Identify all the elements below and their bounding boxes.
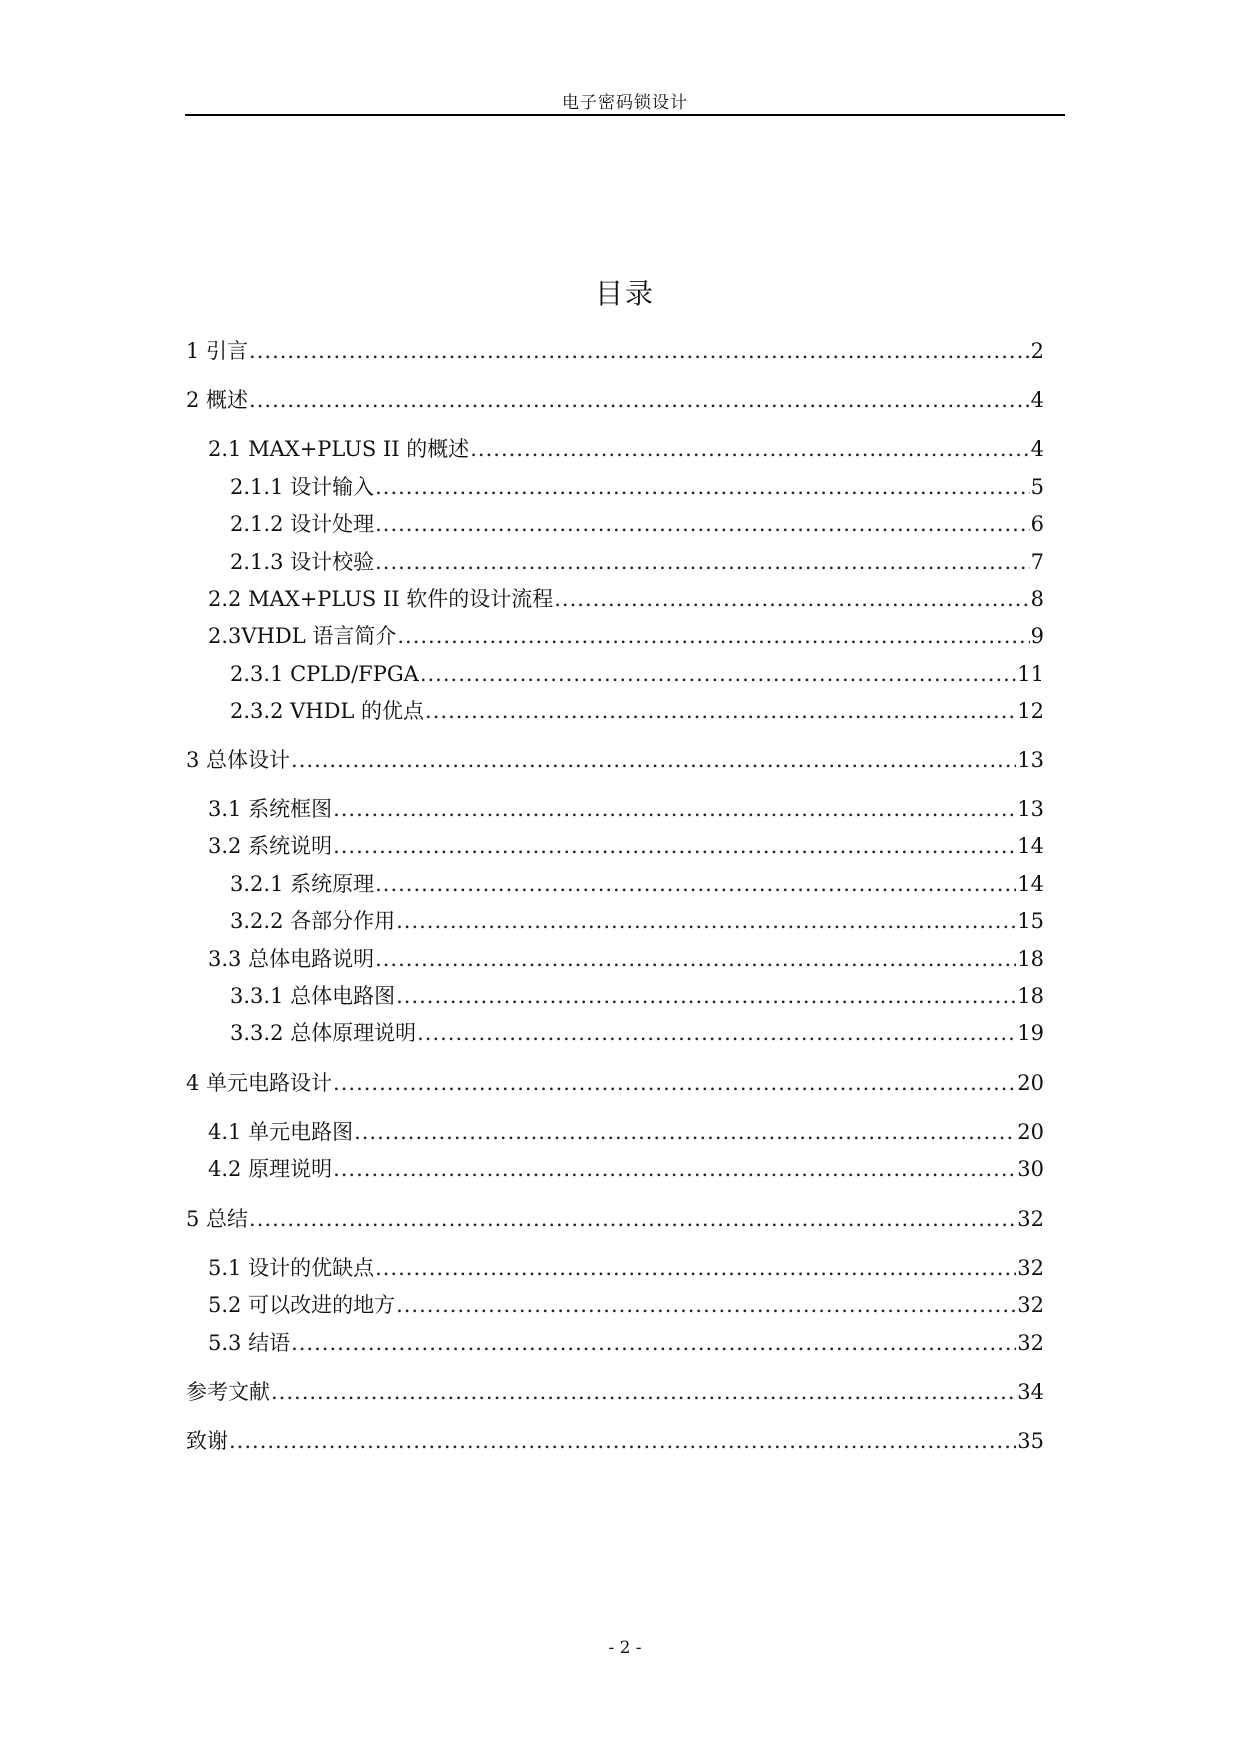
toc-entry-title: 3 总体设计 (186, 748, 291, 772)
toc-entry-title: 2.3VHDL 语言简介 (208, 624, 397, 648)
toc-entry[interactable] (230, 869, 1044, 899)
toc-entry-page: 13 (1017, 797, 1044, 821)
toc-dot-leader (396, 906, 1016, 936)
toc-dot-leader (249, 385, 1030, 415)
toc-entry[interactable] (230, 906, 1044, 936)
toc-dot-leader (417, 1018, 1016, 1048)
toc-dot-leader (554, 584, 1029, 614)
toc-entry[interactable] (208, 1290, 1044, 1320)
toc-entry-title: 3.2 系统说明 (208, 834, 333, 858)
toc-dot-leader (375, 509, 1030, 539)
running-header: 电子密码锁设计 (562, 93, 688, 113)
toc-entry-page: 20 (1017, 1071, 1044, 1095)
toc-dot-leader (375, 1253, 1016, 1283)
toc-entry[interactable] (208, 794, 1044, 824)
toc-entry[interactable] (230, 659, 1044, 689)
toc-entry-page: 12 (1017, 699, 1044, 723)
toc-entry-page: 35 (1017, 1429, 1044, 1453)
toc-entry-title: 4.2 原理说明 (208, 1157, 333, 1181)
toc-dot-leader (375, 944, 1016, 974)
toc-entry[interactable] (186, 745, 1044, 775)
toc-entry-page: 4 (1030, 437, 1044, 461)
toc-dot-leader (375, 869, 1016, 899)
toc-entry-title: 致谢 (186, 1429, 228, 1453)
toc-entry-title: 3.1 系统框图 (208, 797, 333, 821)
toc-entry[interactable] (186, 1377, 1044, 1407)
toc-entry-title: 4 单元电路设计 (186, 1071, 333, 1095)
toc-dot-leader (354, 1117, 1016, 1147)
toc-entry-title: 2.3.2 VHDL 的优点 (230, 699, 425, 723)
toc-entry-title: 3.3.1 总体电路图 (230, 984, 396, 1008)
toc-entry[interactable] (230, 696, 1044, 726)
toc-entry-page: 32 (1017, 1293, 1044, 1317)
toc-entry-page: 18 (1017, 984, 1044, 1008)
toc-entry-page: 34 (1017, 1380, 1044, 1404)
toc-dot-leader (420, 659, 1016, 689)
toc-entry[interactable] (208, 584, 1044, 614)
toc-entry-title: 3.2.1 系统原理 (230, 872, 375, 896)
toc-entry-title: 3.3 总体电路说明 (208, 947, 375, 971)
toc-entry-page: 11 (1017, 662, 1044, 686)
toc-entry[interactable] (208, 1117, 1044, 1147)
toc-entry-page: 2 (1030, 339, 1044, 363)
toc-entry-page: 32 (1017, 1331, 1044, 1355)
toc-entry[interactable] (208, 434, 1044, 464)
toc-entry-title: 5.1 设计的优缺点 (208, 1256, 375, 1280)
toc-dot-leader (397, 621, 1029, 651)
toc-entry-page: 7 (1030, 550, 1044, 574)
toc-entry-title: 1 引言 (186, 339, 249, 363)
toc-entry-title: 5 总结 (186, 1207, 249, 1231)
toc-dot-leader (396, 1290, 1016, 1320)
toc-entry-title: 5.3 结语 (208, 1331, 291, 1355)
toc-entry-page: 4 (1030, 388, 1044, 412)
toc-entry-title: 2.2 MAX+PLUS II 软件的设计流程 (208, 587, 554, 611)
toc-entry[interactable] (186, 336, 1044, 366)
toc-entry[interactable] (208, 1253, 1044, 1283)
toc-dot-leader (229, 1426, 1016, 1456)
toc-dot-leader (291, 745, 1016, 775)
page-number: - 2 - (608, 1638, 642, 1658)
toc-entry-page: 20 (1017, 1120, 1044, 1144)
toc-entry-page: 6 (1030, 512, 1044, 536)
toc-entry-page: 14 (1017, 872, 1044, 896)
toc-dot-leader (271, 1377, 1016, 1407)
toc-entry-page: 9 (1030, 624, 1044, 648)
toc-entry[interactable] (230, 547, 1044, 577)
toc-entry-page: 18 (1017, 947, 1044, 971)
toc-entry[interactable] (230, 509, 1044, 539)
toc-entry-page: 19 (1017, 1021, 1044, 1045)
toc-entry-page: 32 (1017, 1256, 1044, 1280)
toc-entry-title: 2.3.1 CPLD/FPGA (230, 662, 419, 686)
toc-entry-title: 2.1 MAX+PLUS II 的概述 (208, 437, 470, 461)
toc-entry-page: 32 (1017, 1207, 1044, 1231)
toc-entry-page: 15 (1017, 909, 1044, 933)
toc-dot-leader (333, 831, 1016, 861)
toc-entry-title: 2.1.2 设计处理 (230, 512, 375, 536)
toc-entry[interactable] (208, 944, 1044, 974)
toc-entry-title: 2.1.1 设计输入 (230, 475, 375, 499)
toc-entry[interactable] (208, 621, 1044, 651)
toc-entry-title: 4.1 单元电路图 (208, 1120, 354, 1144)
toc-entry-title: 2.1.3 设计校验 (230, 550, 375, 574)
toc-entry[interactable] (208, 1328, 1044, 1358)
toc-entry[interactable] (230, 1018, 1044, 1048)
toc-entry[interactable] (186, 1426, 1044, 1456)
toc-dot-leader (291, 1328, 1016, 1358)
toc-dot-leader (333, 1068, 1016, 1098)
header-rule (185, 114, 1065, 116)
toc-dot-leader (333, 794, 1016, 824)
toc-entry-page: 8 (1030, 587, 1044, 611)
toc-entry-page: 13 (1017, 748, 1044, 772)
toc-entry[interactable] (186, 1204, 1044, 1234)
toc-entry-page: 5 (1030, 475, 1044, 499)
toc-entry-title: 2 概述 (186, 388, 249, 412)
toc-entry[interactable] (230, 472, 1044, 502)
toc-entry-title: 3.2.2 各部分作用 (230, 909, 396, 933)
toc-entry-page: 30 (1017, 1157, 1044, 1181)
toc-dot-leader (396, 981, 1016, 1011)
toc-dot-leader (249, 1204, 1016, 1234)
toc-entry[interactable] (208, 831, 1044, 861)
toc-dot-leader (375, 472, 1030, 502)
toc-entry-title: 5.2 可以改进的地方 (208, 1293, 396, 1317)
toc-dot-leader (470, 434, 1029, 464)
toc-dot-leader (425, 696, 1016, 726)
toc-entry[interactable] (186, 1068, 1044, 1098)
toc-title: 目录 (594, 277, 655, 310)
toc-dot-leader (375, 547, 1030, 577)
toc-entry-title: 3.3.2 总体原理说明 (230, 1021, 417, 1045)
toc-entry[interactable] (208, 1154, 1044, 1184)
toc-dot-leader (333, 1154, 1016, 1184)
toc-dot-leader (249, 336, 1030, 366)
toc-entry[interactable] (186, 385, 1044, 415)
toc-entry-title: 参考文献 (186, 1380, 270, 1404)
toc-entry[interactable] (230, 981, 1044, 1011)
toc-entry-page: 14 (1017, 834, 1044, 858)
